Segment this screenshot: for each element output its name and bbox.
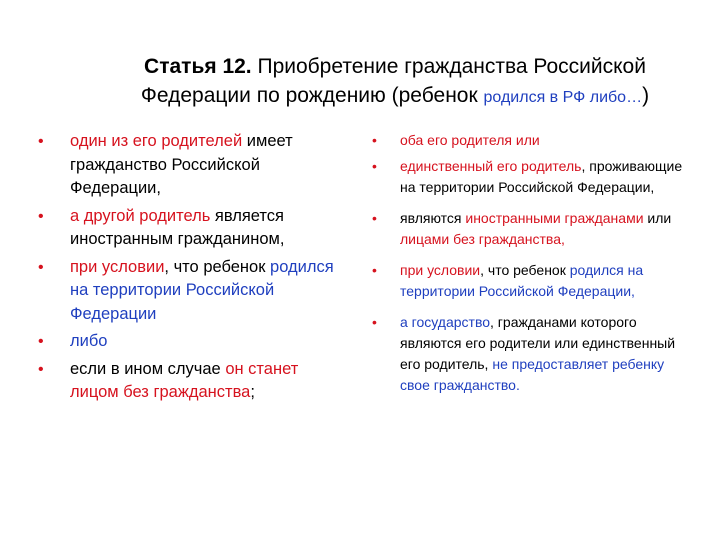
list-item: • а другой родитель является иностранным гражданином,	[38, 206, 285, 248]
bullet-icon: •	[38, 360, 44, 378]
bullet-icon: •	[38, 333, 44, 350]
list-item: • либо	[38, 330, 343, 354]
bullet-icon: •	[372, 158, 377, 174]
list-item: • являются иностранными гражданами или лицами без гражданства,	[372, 210, 672, 247]
bullet-icon: •	[38, 133, 44, 150]
title-close: )	[642, 84, 650, 107]
list-item: • единственный его родитель, проживающие на территории Российской Федерации,	[372, 158, 683, 195]
bullet-icon: •	[372, 210, 377, 226]
bullet-icon: •	[38, 207, 44, 225]
bullet-icon: •	[38, 258, 44, 276]
list-item: • при условии, что ребенок родился на территории Российской Федерации,	[372, 262, 644, 299]
bullet-icon: •	[372, 262, 377, 278]
list-item: • а государство, гражданами которого являются его родители или единственный его родитель, не предоставляет ребенку свое гражданство.	[372, 314, 676, 393]
bullet-icon: •	[372, 132, 377, 148]
page-title	[90, 52, 700, 112]
title-text: Приобретение гражданства Российской Федерации по рождению (ребенок	[140, 55, 646, 107]
bullet-icon: •	[372, 314, 377, 330]
list-item: • при условии, что ребенок родился на территории Российской Федерации	[38, 257, 334, 323]
left-column	[38, 130, 343, 405]
title-note: родился в РФ либо…	[483, 89, 643, 106]
list-item: • если в ином случае он станет лицом без гражданства;	[38, 359, 299, 401]
list-item: • один из его родителей имеет гражданство Российской Федерации,	[38, 132, 293, 197]
title-article-number: Статья 12.	[144, 55, 252, 78]
list-item: • оба его родителя или	[372, 130, 697, 151]
right-column	[372, 130, 697, 396]
